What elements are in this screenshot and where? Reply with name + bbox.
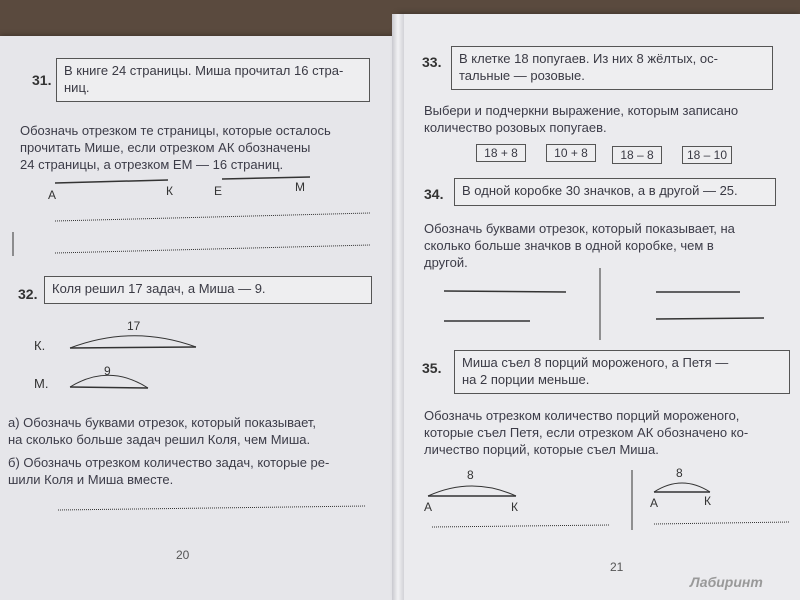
label-35-a: А — [424, 500, 433, 514]
task-35-text-line1: Обозначь отрезком количество порций мороженого, — [424, 408, 740, 423]
task-33-text-line2: количество розовых попугаев. — [424, 120, 607, 135]
segment-34-a — [444, 291, 566, 292]
task-31-text-line1: Обозначь отрезком те страницы, которые осталось — [20, 123, 331, 138]
label-35-a-b: А — [650, 496, 659, 510]
label-k: К — [166, 184, 173, 198]
label-a: А — [48, 188, 57, 202]
expression-4[interactable]: 18 – 10 — [682, 146, 732, 164]
task-34-box-text: В одной коробке 30 значков, а в другой — 25. — [462, 183, 738, 198]
label-35-k-b: К — [704, 494, 711, 508]
task-31-box-line1: В книге 24 страницы. Миша прочитал 16 стра- — [64, 63, 344, 78]
task-34-text-line2: сколько больше значков в одной коробке, чем в — [424, 238, 714, 253]
task-33-text-line1: Выбери и подчеркни выражение, которым записано — [424, 103, 739, 118]
task-32-b-line2: шили Коля и Миша вместе. — [8, 472, 174, 487]
answer-line-35b — [654, 522, 790, 524]
task-32-number: 32. — [18, 286, 38, 302]
arc-35-a — [428, 486, 516, 496]
task-35-box-line1: Миша съел 8 порций мороженого, а Петя — — [462, 355, 729, 370]
label-e: Е — [214, 184, 223, 198]
answer-line-35a — [432, 525, 610, 527]
segment-34-d — [656, 318, 764, 319]
expression-2[interactable]: 10 + 8 — [546, 144, 596, 162]
task-32-a-line1: а) Обозначь буквами отрезок, который показывает, — [8, 415, 317, 430]
task-31-box-line2: ниц. — [64, 80, 90, 95]
label-kolya: К. — [34, 338, 46, 353]
task-35-box — [454, 350, 790, 394]
task-32-box-text: Коля решил 17 задач, а Миша — 9. — [52, 281, 266, 296]
task-31-text-line2: прочитать Мише, если отрезком АК обозначены — [20, 140, 311, 155]
arc-35-b-value: 8 — [676, 466, 683, 480]
left-page-number: 20 — [176, 548, 190, 562]
task-35-text-line2: которые съел Петя, если отрезком АК обозначено ко- — [424, 425, 749, 440]
watermark: Лабиринт — [690, 574, 763, 590]
task-33-box-line2: тальные — розовые. — [459, 68, 585, 83]
task-35-box-line2: на 2 порции меньше. — [462, 372, 590, 387]
task-35-text-line3: личество порций, которые съел Миша. — [424, 442, 659, 457]
arc-kolya-value: 17 — [127, 319, 141, 333]
label-35-k: К — [511, 500, 518, 514]
arc-35-b — [654, 483, 710, 492]
task-33-box-line1: В клетке 18 попугаев. Из них 8 жёлтых, ос- — [459, 51, 718, 66]
label-misha: М. — [34, 376, 49, 391]
arc-misha-value: 9 — [104, 364, 111, 378]
task-33-number: 33. — [422, 54, 442, 70]
expression-3[interactable]: 18 – 8 — [612, 146, 662, 164]
task-31-text-line3: 24 страницы, а отрезком ЕМ — 16 страниц. — [20, 157, 284, 172]
label-m: М — [295, 180, 305, 194]
arc-35-a-value: 8 — [467, 468, 474, 482]
right-page-number: 21 — [610, 560, 624, 574]
task-34-number: 34. — [424, 186, 444, 202]
task-32-a-line2: на сколько больше задач решил Коля, чем Миша. — [8, 432, 311, 447]
task-34-text-line3: другой. — [424, 255, 468, 270]
task-32-b-line1: б) Обозначь отрезком количество задач, которые ре- — [8, 455, 330, 470]
expression-1[interactable]: 18 + 8 — [476, 144, 526, 162]
task-34-text-line1: Обозначь буквами отрезок, который показывает, на — [424, 221, 735, 236]
task-35-number: 35. — [422, 360, 442, 376]
task-31-number: 31. — [32, 72, 52, 88]
